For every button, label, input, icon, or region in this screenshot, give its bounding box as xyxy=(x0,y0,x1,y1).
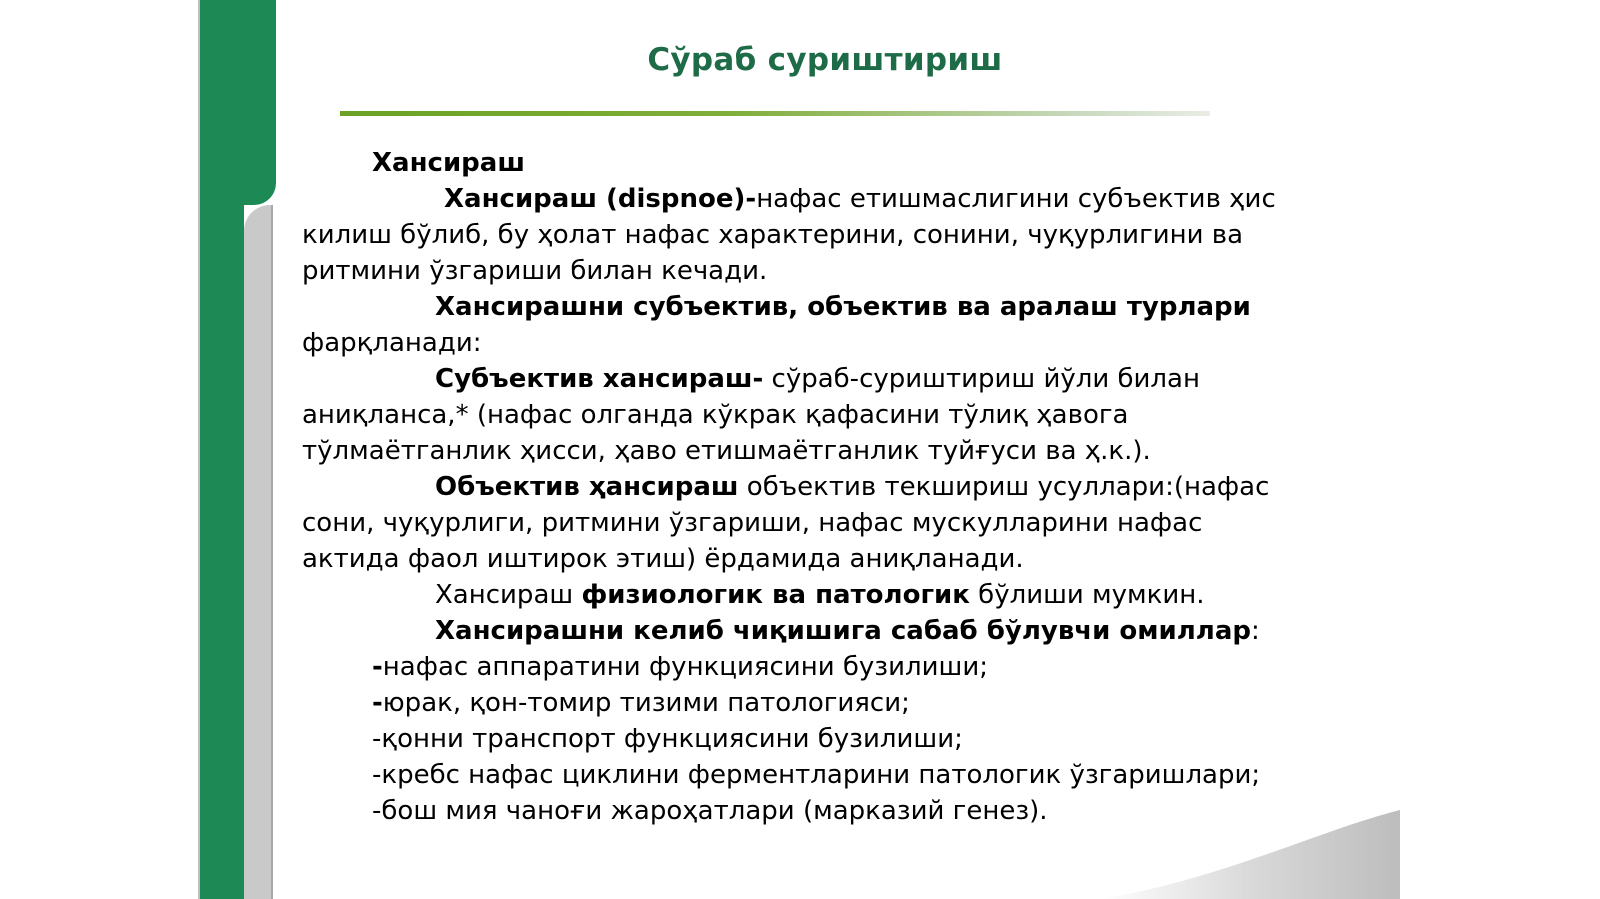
paragraph-3-line-2: аниқланса,* (нафас олганда кўкрак қафасини тўлиқ ҳавога xyxy=(302,400,1129,430)
p6-post: : xyxy=(1250,616,1260,646)
term-dispnoe: Хансираш (dispnoe)- xyxy=(444,184,757,214)
p5-post: бўлиши мумкин. xyxy=(969,580,1205,610)
list-item xyxy=(302,721,1362,757)
left-green-bar xyxy=(200,0,244,899)
list-item xyxy=(302,649,1362,685)
types-heading: Хансирашни субъектив, объектив ва аралаш турлари xyxy=(435,292,1251,322)
paragraph-5 xyxy=(302,577,1362,613)
paragraph-2-line-1 xyxy=(302,289,1362,325)
p4-line1-text: объектив текшириш усуллари:(нафас xyxy=(738,472,1270,502)
paragraph-3-line-3: тўлмаётганлик ҳисси, ҳаво етишмаётганлик туйғуси ва ҳ.к.). xyxy=(302,436,1151,466)
list-item xyxy=(302,757,1362,793)
subjective-term: Субъектив хансираш- xyxy=(435,364,764,394)
section-heading xyxy=(302,145,1362,181)
list-item-text: -қонни транспорт функциясини бузилиши; xyxy=(372,724,963,754)
p3-line1-text: сўраб-суриштириш йўли билан xyxy=(763,364,1200,394)
p1-line1-text: нафас етишмаслигини субъектив ҳис xyxy=(756,184,1276,214)
list-item-text: -бош мия чаноғи жароҳатлари (марказий генез). xyxy=(372,796,1048,826)
paragraph-1-line-1 xyxy=(302,181,1362,217)
paragraph-3-line-1 xyxy=(302,361,1362,397)
p5-pre: Хансираш xyxy=(435,580,582,610)
causes-heading: Хансирашни келиб чиқишига сабаб бўлувчи омиллар xyxy=(435,616,1251,646)
slide-body xyxy=(302,145,1362,829)
left-green-tab xyxy=(244,0,276,205)
paragraph-2-line-2: фарқланади: xyxy=(302,328,482,358)
list-item xyxy=(302,685,1362,721)
paragraph-4-line-3: актида фаол иштирок этиш) ёрдамида аниқланади. xyxy=(302,544,1024,574)
left-gray-bar-edge xyxy=(271,205,273,899)
paragraph-6 xyxy=(302,613,1362,649)
slide-title: Сўраб суриштириш xyxy=(647,42,1003,78)
paragraph-1-line-2: килиш бўлиб, бу ҳолат нафас характерини, сонини, чуқурлигини ва xyxy=(302,220,1244,250)
list-dash: - xyxy=(372,688,383,718)
list-item-text: юрак, қон-томир тизими патологияси; xyxy=(382,688,910,718)
left-gray-bar xyxy=(244,205,272,899)
p5-bold: физиологик ва патологик xyxy=(581,580,970,610)
list-item-text: -кребс нафас циклини ферментларини патологик ўзгаришлари; xyxy=(372,760,1261,790)
paragraph-1-line-3: ритмини ўзгариши билан кечади. xyxy=(302,256,768,286)
list-item-text: нафас аппаратини функциясини бузилиши; xyxy=(382,652,988,682)
list-dash: - xyxy=(372,652,383,682)
paragraph-4-line-1 xyxy=(302,469,1362,505)
decorative-swoosh xyxy=(1100,810,1400,899)
objective-term: Объектив ҳансираш xyxy=(435,472,739,502)
heading-text: Хансираш xyxy=(372,148,525,178)
title-underline xyxy=(340,111,1210,116)
paragraph-4-line-2: сони, чуқурлиги, ритмини ўзгариши, нафас мускулларини нафас xyxy=(302,508,1203,538)
